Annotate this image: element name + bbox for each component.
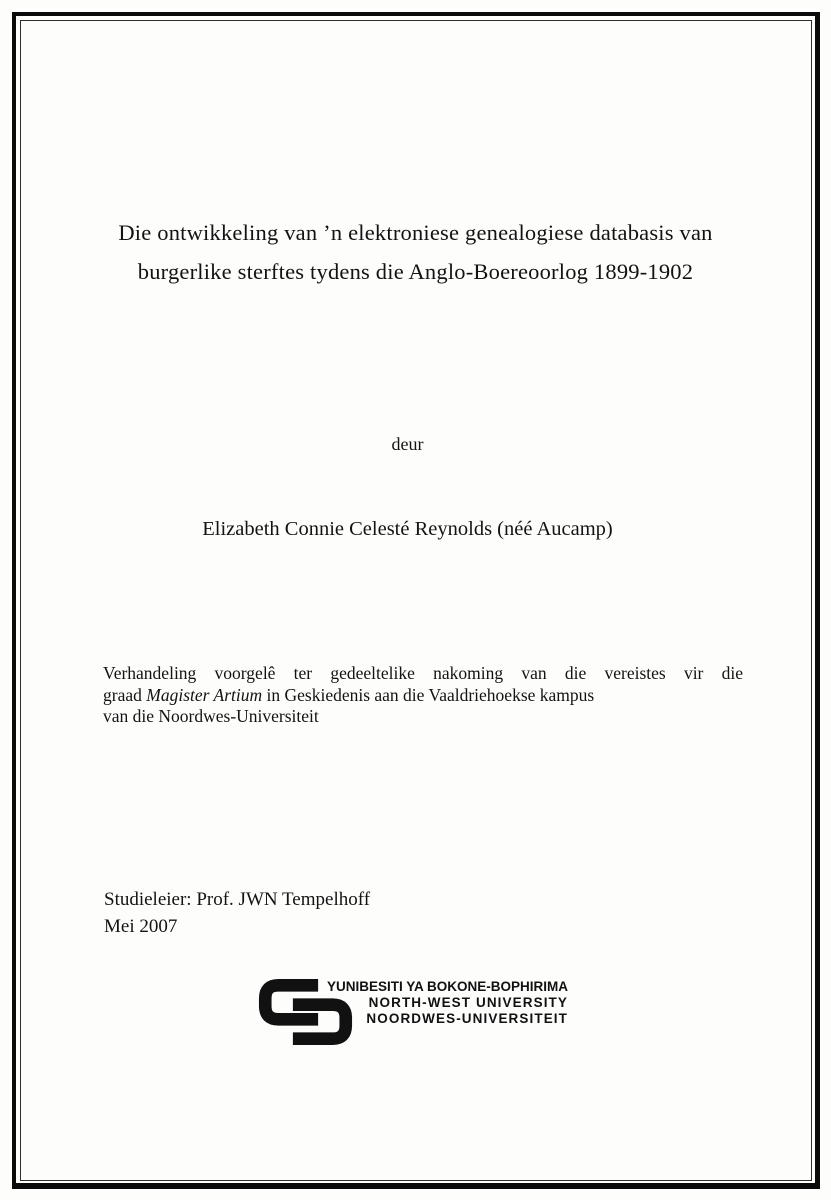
degree-name: Magister Artium xyxy=(146,684,263,705)
logo-line-3: NOORDWES-UNIVERSITEIT xyxy=(366,1011,568,1026)
degree-statement xyxy=(103,663,743,728)
university-logo-text xyxy=(318,979,568,1027)
statement-line-3: van die Noordwes-Universiteit xyxy=(103,706,319,726)
author-name: Elizabeth Connie Celesté Reynolds (néé Aucamp) xyxy=(202,518,613,540)
byline: deur xyxy=(391,434,424,454)
statement-line-2 xyxy=(103,685,743,707)
logo-line-1: YUNIBESITI YA BOKONE-BOPHIRIMA xyxy=(326,979,568,994)
supervisor-block xyxy=(104,886,370,940)
date-line: Mei 2007 xyxy=(104,916,178,937)
title-line-2: burgerlike sterftes tydens die Anglo-Boereoorlog 1899-1902 xyxy=(137,259,694,284)
statement-line-1: Verhandeling voorgelê ter gedeeltelike nakoming van die vereistes vir die xyxy=(103,663,743,683)
thesis-title xyxy=(60,213,771,291)
supervisor-line: Studieleier: Prof. JWN Tempelhoff xyxy=(104,889,371,910)
title-line-1: Die ontwikkeling van ’n elektroniese genealogiese databasis van xyxy=(118,220,713,245)
logo-line-2: NORTH-WEST UNIVERSITY xyxy=(368,995,568,1010)
statement-line-2-pre: graad xyxy=(103,684,147,705)
statement-line-2-post: in Geskiedenis aan die Vaaldriehoekse kampus xyxy=(262,684,595,705)
